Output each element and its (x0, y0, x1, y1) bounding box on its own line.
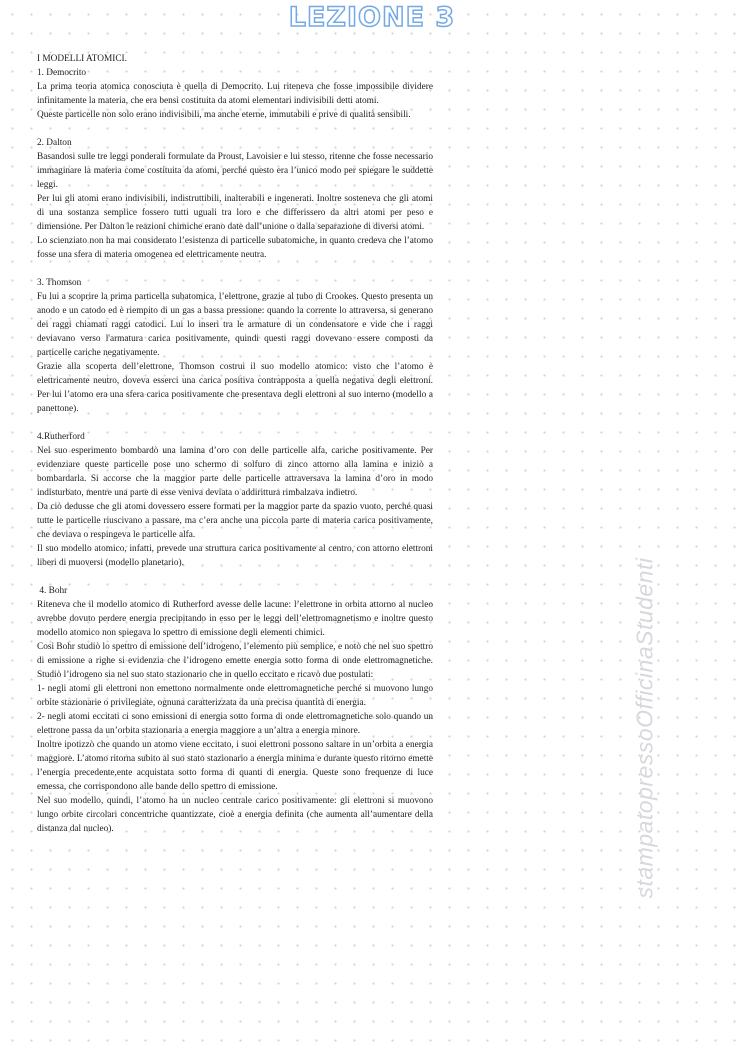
paragraph: Da ciò dedusse che gli atomi dovessero essere formati per la maggior parte da spazio vuoto, perché quasi tutte le particelle riuscivano a passare, ma c’era anche una piccola parte di materia carica positivamente, che deviava o respingeva le particelle alfa. (37, 502, 433, 540)
paragraph: Grazie alla scoperta dell’elettrone, Thomson costruì il suo modello atomico: visto che l’atomo è elettricamente neutro, doveva esserci una carica positiva contrapposta a quella negativa degli elettroni. Per lui l’atomo era una sfera carica positivamente che presentava degli elettroni al suo interno (modello a panettone). (37, 362, 433, 414)
paragraph: 2- negli atomi eccitati ci sono emissioni di energia sotto forma di onde elettromagnetiche solo quando un elettrone passa da un’orbita stazionaria a energia maggiore a un’altra a energia minore. (37, 712, 433, 736)
paragraph: Per lui gli atomi erano indivisibili, indistruttibili, inalterabili e ingenerati. Inoltre sosteneva che gli atomi di una sostanza semplice fossero tutti uguali tra loro e che differissero da altri atomi per peso e dimensione. Per Dalton le reazioni chimiche erano date dall’unione o dalla separazione di diversi atomi. (37, 194, 433, 232)
paragraph: La prima teoria atomica conosciuta è quella di Democrito. Lui riteneva che fosse impossibile dividere infinitamente la materia, che era bensì costituita da atomi elementari indivisibili detti atomi. (37, 82, 433, 106)
paragraph: Il suo modello atomico, infatti, prevede una struttura carica positivamente al centro, con attorno elettroni liberi di muoversi (modello planetario). (37, 544, 433, 568)
paragraph: Queste particelle non solo erano indivisibili, ma anche eterne, immutabili e prive di qualità sensibili. (37, 110, 411, 120)
section-heading: 2. Dalton (37, 138, 72, 148)
document-heading: I MODELLI ATOMICI. (37, 54, 127, 64)
section-rutherford (37, 430, 433, 570)
page-title: LEZIONE 3 (288, 2, 456, 33)
section-heading: 3. Thomson (37, 278, 82, 288)
paragraph: Fu lui a scoprire la prima particella subatomica, l’elettrone, grazie al tubo di Crookes. Questo presenta un anodo e un catodo ed è riempito di un gas a bassa pressione: quando la corrente lo attraversa, si generano dei raggi chiamati raggi catodici. Lui lo inserì tra le armature di un condensatore e vide che i raggi deviavano verso l'armatura carica positivamente, quindi questi raggi dovevano essere composti da particelle cariche negativamente. (37, 292, 433, 358)
lesson-document (37, 52, 433, 836)
section-bohr (37, 584, 433, 836)
paragraph: Basandosi sulle tre leggi ponderali formulate da Proust, Lavoisier e lui stesso, ritenne che fosse necessario immaginare la materia come costituita da atomi, perché questo era l’unico modo per spiegare le suddette leggi. (37, 152, 433, 190)
section-dalton (37, 136, 433, 262)
paragraph: Nel suo esperimento bombardò una lamina d’oro con delle particelle alfa, cariche positivamente. Per evidenziare queste particelle pose uno schermo di solfuro di zinco attorno alla lamina e iniziò a bombardarla. Si accorse che la maggior parte delle particelle attraversava la lamina d’oro in modo indisturbato, mentre una parte di esse veniva deviata o addirittura rimbalzava indietro. (37, 446, 433, 498)
section-heading: 4. Bohr (37, 586, 68, 596)
section-democrito (37, 66, 433, 122)
paragraph: Riteneva che il modello atomico di Rutherford avesse delle lacune: l’elettrone in orbita attorno al nucleo avrebbe dovuto perdere energia precipitando in esso per le leggi dell’elettromagnetismo e inoltre questo modello atomico non spiegava lo spettro di emissione degli elementi chimici. (37, 600, 433, 638)
paragraph: Inoltre ipotizzò che quando un atomo viene eccitato, i suoi elettroni possono saltare in un’orbita a energia maggiore. L’atomo ritorna subito al suo stato stazionario a energia minima e durante questo ritorno emette l’energia precedente,ente acquistata sotto forma di quanti di energia. Queste sono frequenze di luce emessa, che corrispondono alle bande dello spettro di emissione. (37, 740, 433, 792)
section-heading: 4.Rutherford (37, 432, 85, 442)
watermark: stampatopressoOfficinaStudenti (631, 557, 658, 899)
section-thomson (37, 276, 433, 416)
section-heading: 1. Democrito (37, 68, 87, 78)
paragraph: Nel suo modello, quindi, l’atomo ha un nucleo centrale carico positivamente: gli elettroni si muovono lungo orbite circolari concentriche quantizzate, cioè a energia definita (che aumenta all’aumentare della distanza dal nucleo). (37, 796, 433, 834)
paragraph: 1- negli atomi gli elettroni non emettono normalmente onde elettromagnetiche perché si muovono lungo orbite stazionarie o privilegiate, ognuna caratterizzata da una precisa quantità di energia. (37, 684, 433, 708)
paragraph: Lo scienziato non ha mai considerato l’esistenza di particelle subatomiche, in quanto credeva che l’atomo fosse una sfera di materia omogenea ed elettricamente neutra. (37, 236, 433, 260)
paragraph: Così Bohr studiò lo spettro di emissione dell’idrogeno, l’elemento più semplice, e notò che nel suo spettro di emissione a righe si evidenzia che l’idrogeno emette energia sotto forma di onde elettromagnetiche. Studiò l’idrogeno sia nel suo stato stazionario che in quello eccitato e ricavò due postulati: (37, 642, 433, 680)
